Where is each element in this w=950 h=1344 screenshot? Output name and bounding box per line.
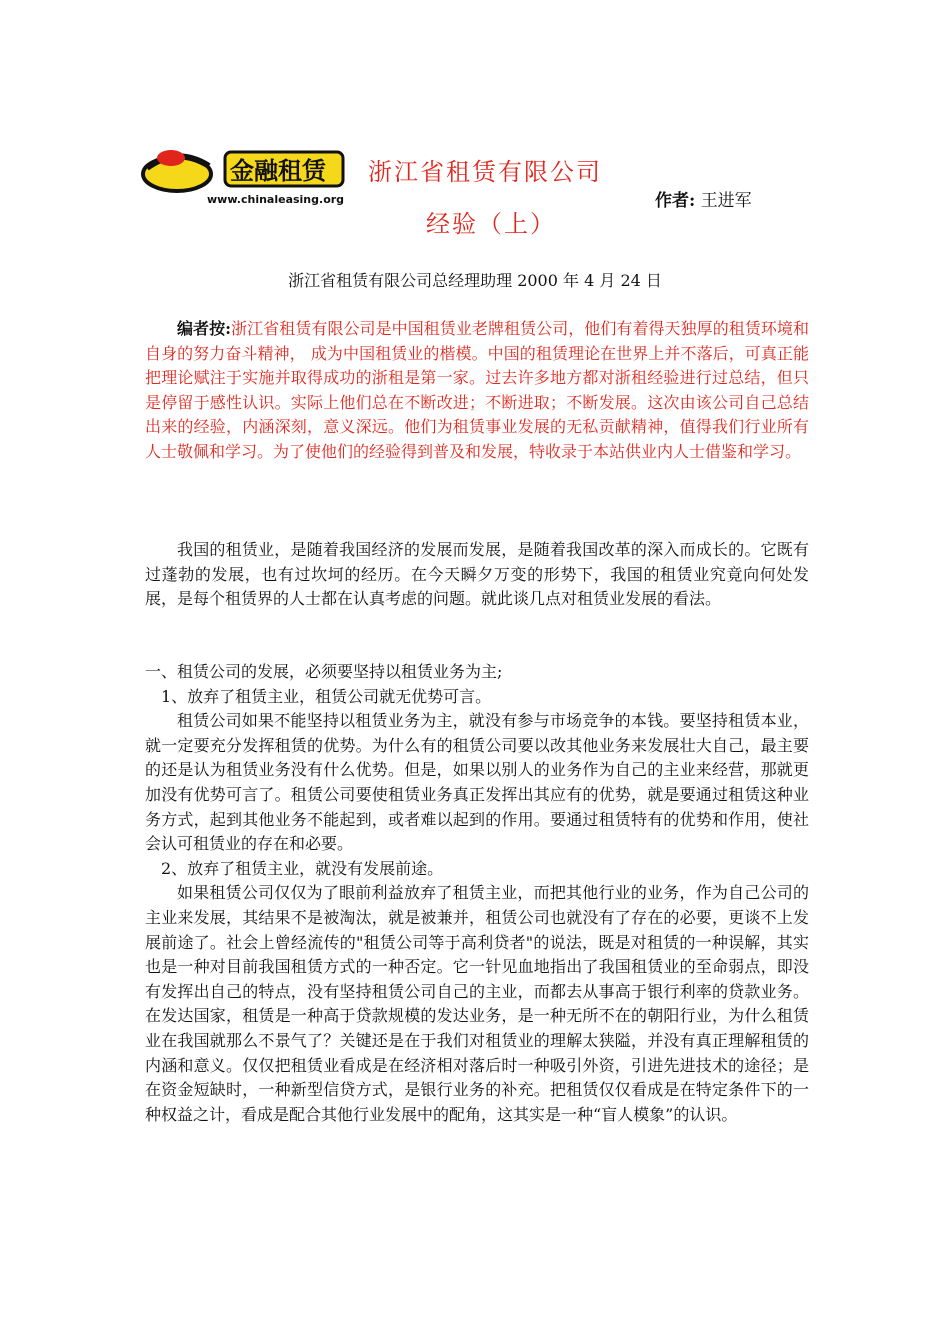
editor-note-label: 编者按: bbox=[177, 319, 232, 338]
section-paragraph-1: 租赁公司如果不能坚持以租赁业务为主，就没有参与市场竞争的本钱。要坚持租赁本业，就一定要充分发挥租赁的优势。为什么有的租赁公司要以改其他业务来发展壮大自己，最主要的还是认为租赁业务没有什么优势。但是，如果以别人的业务作为自己的主业来经营，那就更加没有优势可言了。租赁公司要使租赁业务真正发挥出其应有的优势，就是要通过租赁这种业务方式，起到其他业务不能起到，或者难以起到的作用。要通过租赁特有的优势和作用，使社会认可租赁业的存在和必要。 bbox=[145, 711, 809, 854]
document-subtitle: 经验（上） bbox=[426, 210, 556, 238]
section-1 bbox=[145, 660, 809, 1127]
author-name: 王进军 bbox=[700, 191, 752, 211]
editor-note-text: 浙江省租赁有限公司是中国租赁业老牌租赁公司，他们有着得天独厚的租赁环境和自身的努力奋斗精神， 成为中国租赁业的楷模。中国的租赁理论在世界上并不落后，可真正能把理论赋注于实施并取得成功的浙租是第一家。过去许多地方都对浙租经验进行过总结，但只是停留于感性认识。实际上他们总在不断改进；不断进取；不断发展。这次由该公司自己总结出来的经验，内涵深刻，意义深远。他们为租赁事业发展的无私贡献精神，值得我们行业所有人士敬佩和学习。为了使他们的经验得到普及和发展，特收录于本站供业内人士借鉴和学习。 bbox=[145, 319, 809, 461]
section-paragraph-2: 如果租赁公司仅仅为了眼前利益放弃了租赁主业，而把其他行业的业务，作为自己公司的主业来发展，其结果不是被淘汰，就是被兼并，租赁公司也就没有了存在的必要，更谈不上发展前途了。社会上曾经流传的"租赁公司等于高利贷者"的说法，既是对租赁的一种误解，其实也是一种对目前我国租赁方式的一种否定。它一针见血地指出了我国租赁业的至命弱点，即没有发挥出自己的特点，没有坚持租赁公司自己的主业，而都去从事高于银行利率的贷款业务。在发达国家，租赁是一种高于贷款规模的发达业务，是一种无所不在的朝阳行业，为什么租赁业在我国就那么不景气了？关键还是在于我们对租赁业的理解太狭隘，并没有真正理解租赁的内涵和意义。仅仅把租赁业看成是在经济相对落后时一种吸引外资，引进先进技术的途径；是在资金短缺时，一种新型信贷方式，是银行业务的补充。把租赁仅仅看成是在特定条件下的一种权益之计，看成是配合其他行业发展中的配角，这其实是一种“盲人模象”的认识。 bbox=[145, 883, 809, 1124]
logo-url: www.chinaleasing.org bbox=[207, 193, 345, 206]
byline: 浙江省租赁有限公司总经理助理 2000 年 4 月 24 日 bbox=[288, 271, 662, 290]
document-title: 浙江省租赁有限公司 bbox=[368, 158, 602, 186]
author-label: 作者: bbox=[655, 191, 696, 211]
company-logo bbox=[141, 150, 351, 208]
subsection-heading-1: 1、放弃了租赁主业，租赁公司就无优势可言。 bbox=[161, 686, 492, 706]
intro-paragraph: 我国的租赁业，是随着我国经济的发展而发展，是随着我国改革的深入而成长的。它既有过蓬勃的发展，也有过坎坷的经历。在今天瞬夕万变的形势下，我国的租赁业究竟向何处发展，是每个租赁界的人士都在认真考虑的问题。就此谈几点对租赁业发展的看法。 bbox=[145, 540, 809, 609]
section-heading: 一、租赁公司的发展，必须要坚持以租赁业务为主; bbox=[145, 662, 503, 681]
logo-name: 金融租赁 bbox=[230, 157, 326, 185]
author-line bbox=[655, 186, 752, 211]
editor-note bbox=[145, 317, 809, 465]
subsection-heading-2: 2、放弃了租赁主业，就没有发展前途。 bbox=[161, 858, 444, 878]
